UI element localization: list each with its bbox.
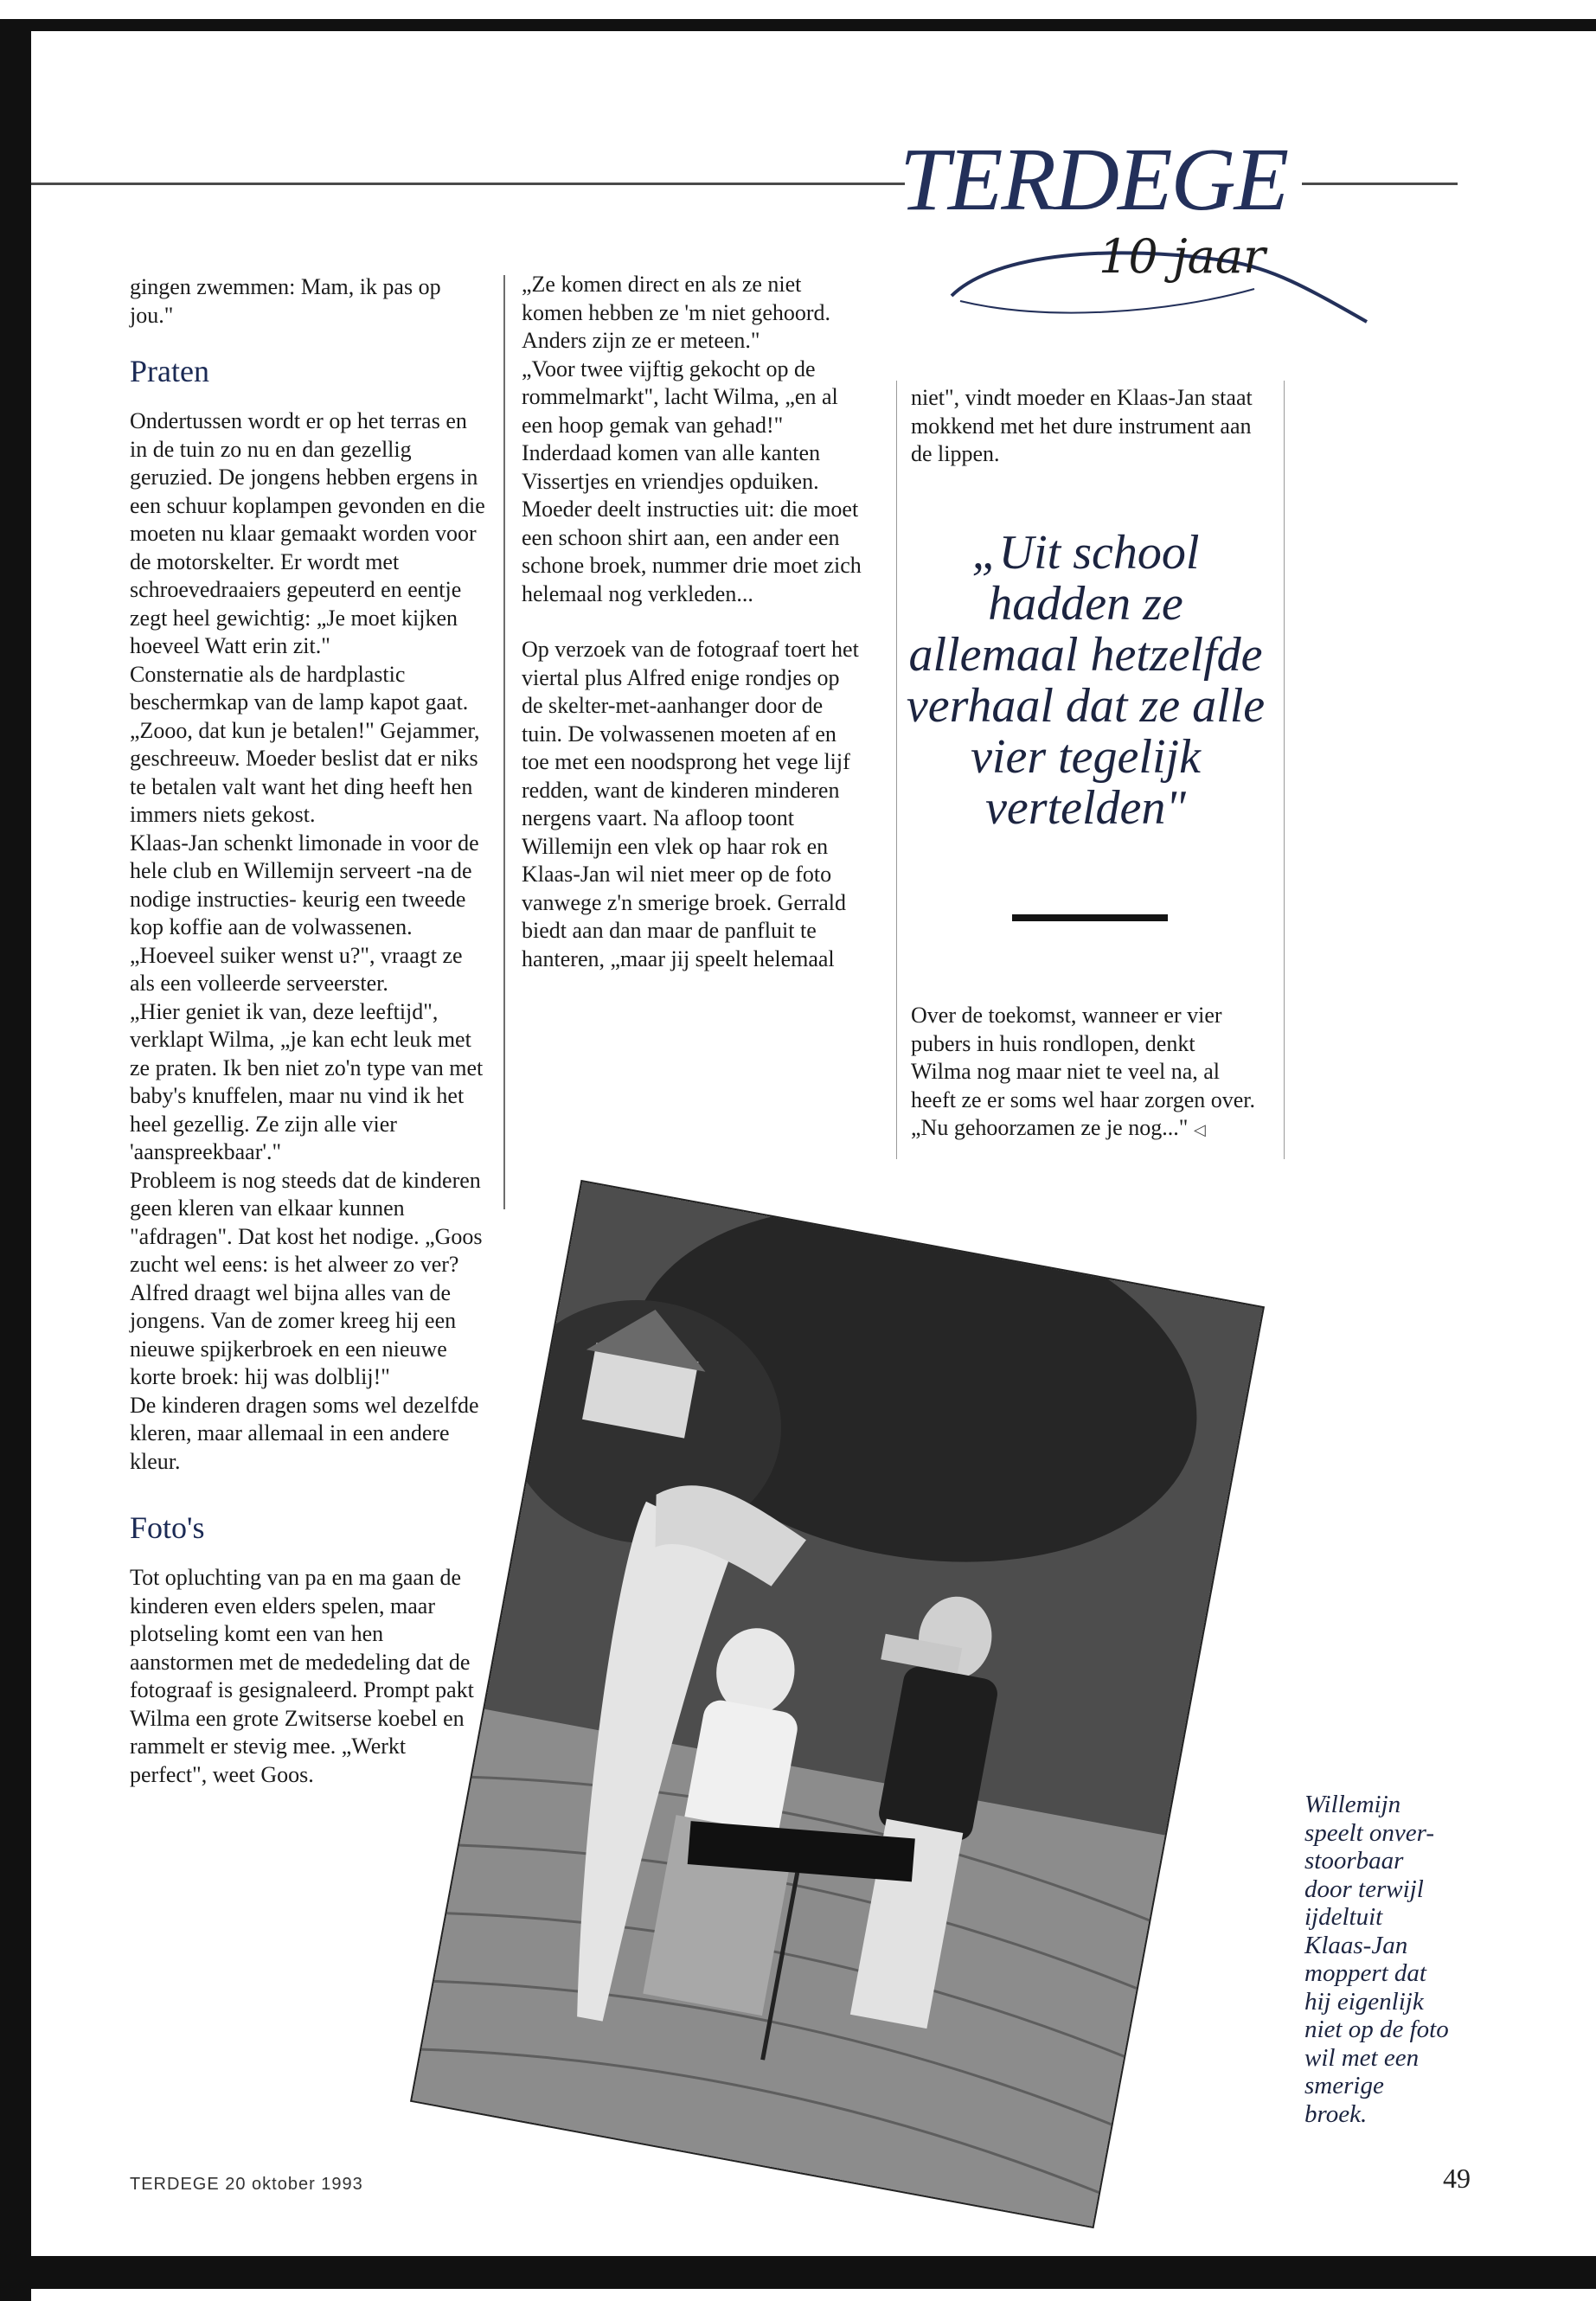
caption-line: stoorbaar (1304, 1847, 1404, 1875)
column-divider (896, 381, 897, 1159)
pull-quote: „Uit school hadden ze allemaal hetzelfde verhaal dat ze alle vier tegelijk vertelden" (906, 526, 1266, 835)
caption-line: wil met een (1304, 2043, 1420, 2072)
caption-line: niet op de foto (1304, 2016, 1449, 2043)
article-column-3-bottom (911, 1002, 1257, 1145)
column-divider (503, 275, 505, 1209)
scan-border-bottom (31, 2256, 1596, 2289)
photo-caption (1304, 1791, 1477, 2128)
masthead-rule-left (31, 183, 905, 185)
scan-border-top (0, 19, 1596, 31)
paragraph (911, 1002, 1257, 1145)
caption-line: broek. (1304, 2099, 1368, 2128)
article-column-2 (522, 271, 865, 973)
paragraph: Tot opluchting van pa en ma gaan de kinderen even elders spelen, maar plotseling komt een van hen aanstormen met de mededeling dat de fotograaf is gesignaleerd. Prompt pakt Wilma een grote Zwitserse koebel en rammelt er stevig mee. „Werkt perfect", weet Goos. (130, 1565, 474, 1787)
caption-line: hij eigenlijk (1304, 1987, 1424, 2016)
paragraph: Op verzoek van de fotograaf toert het viertal plus Alfred enige rondjes op de skelter-met-aanhanger door de tuin. De volwassenen moeten af en toe met een noodsprong het vege lijf redden, want de kinderen minderen nergens vaart. Na afloop toont Willemijn een vlek op haar rok en Klaas-Jan wil niet meer op de foto vanwege z'n smerige broek. Gerrald biedt aan dan maar de panfluit te hanteren, „maar jij speelt helemaal (522, 637, 859, 971)
article-photo (422, 1176, 1253, 2232)
article-column-3 (911, 384, 1257, 469)
photo-illustration (412, 1182, 1262, 2227)
paragraph: Probleem is nog steeds dat de kinderen geen kleren van elkaar kunnen "afdragen". Dat kost het nodige. „Goos zucht wel eens: is het alweer zo ver? Alfred draagt wel bijna alles van de jongens. Van de zomer kreeg hij een nieuwe spijkerbroek en een nieuwe korte broek: hij was dolblij!" (130, 1167, 483, 1389)
paragraph: „Ze komen direct en als ze niet komen hebben ze 'm niet gehoord. Anders zijn ze er meteen." (522, 272, 831, 353)
paragraph: „Voor twee vijftig gekocht op de rommelmarkt", lacht Wilma, „en al een hoop gemak van gehad!" (522, 356, 838, 438)
caption-line: speelt onver- (1304, 1818, 1434, 1847)
caption-line: Willemijn (1304, 1791, 1401, 1818)
paragraph: Inderdaad komen van alle kanten Vissertjes en vriendjes opduiken. Moeder deelt instructies uit: die moet een schoon shirt aan, een ander een schone broek, nummer drie moet zich helemaal nog verkleden... (522, 440, 862, 606)
scan-border-left (0, 19, 31, 2301)
paragraph: gingen zwemmen: Mam, ik pas op jou." (130, 274, 441, 328)
caption-line: moppert dat (1304, 1959, 1426, 1987)
pull-quote-rule (1012, 914, 1168, 921)
masthead-subtitle: 10 jaar (1099, 229, 1266, 284)
caption-line: smerige (1304, 2072, 1384, 2099)
caption-line: ijdeltuit (1304, 1903, 1383, 1931)
masthead-logo: TERDEGE (900, 130, 1288, 229)
paragraph: Ondertussen wordt er op het terras en in de tuin zo nu en dan gezellig geruzied. De jongens hebben ergens in een schuur koplampen gevonden en die moeten nu klaar gemaakt worden voor de motorskelter. Er wordt met schroevedraaiers gepeuterd en eentje zegt heel gewichtig: „Je moet kijken hoeveel Watt erin zit." (130, 408, 485, 658)
closing-paragraph: Over de toekomst, wanneer er vier pubers in huis rondlopen, denkt Wilma nog maar niet te veel na, al heeft ze er soms wel haar zorgen over. „Nu gehoorzamen ze je nog..." (911, 1003, 1256, 1140)
photo-harp-and-panflute (412, 1182, 1262, 2227)
caption-line: door terwijl (1304, 1875, 1424, 1903)
end-mark-icon: ◁ (1193, 1121, 1206, 1139)
section-heading-fotos: Foto's (130, 1510, 205, 1545)
paragraph: niet", vindt moeder en Klaas-Jan staat mokkend met het dure instrument aan de lippen. (911, 385, 1253, 466)
paragraph: „Hier geniet ik van, deze leeftijd", verklapt Wilma, „je kan echt leuk met ze praten. Ik ben niet zo'n type van met baby's knuffelen, maar nu vind ik het heel gezellig. Ze zijn alle vier 'aanspreekbaar'." (130, 998, 484, 1164)
paragraph: Klaas-Jan schenkt limonade in voor de hele club en Willemijn serveert -na de nodige instructies- keurig een tweede kop koffie aan de volwassenen. „Hoeveel suiker wenst u?", vraagt ze als een volleerde serveerster. (130, 830, 479, 996)
caption-line: Klaas-Jan (1304, 1931, 1408, 1959)
paragraph: De kinderen dragen soms wel dezelfde kleren, maar allemaal in een andere kleur. (130, 1392, 479, 1474)
paragraph: Consternatie als de hardplastic beschermkap van de lamp kapot gaat. „Zooo, dat kun je betalen!" Gejammer, geschreeuw. Moeder beslist dat er niks te betalen valt want het ding heeft hen immers niets gekost. (130, 661, 480, 827)
page-number: 49 (1443, 2163, 1471, 2194)
column-divider (1284, 381, 1285, 1159)
section-heading-praten: Praten (130, 354, 209, 388)
footer-issue-date: TERDEGE 20 oktober 1993 (130, 2175, 363, 2194)
masthead-rule-right (1302, 183, 1458, 185)
